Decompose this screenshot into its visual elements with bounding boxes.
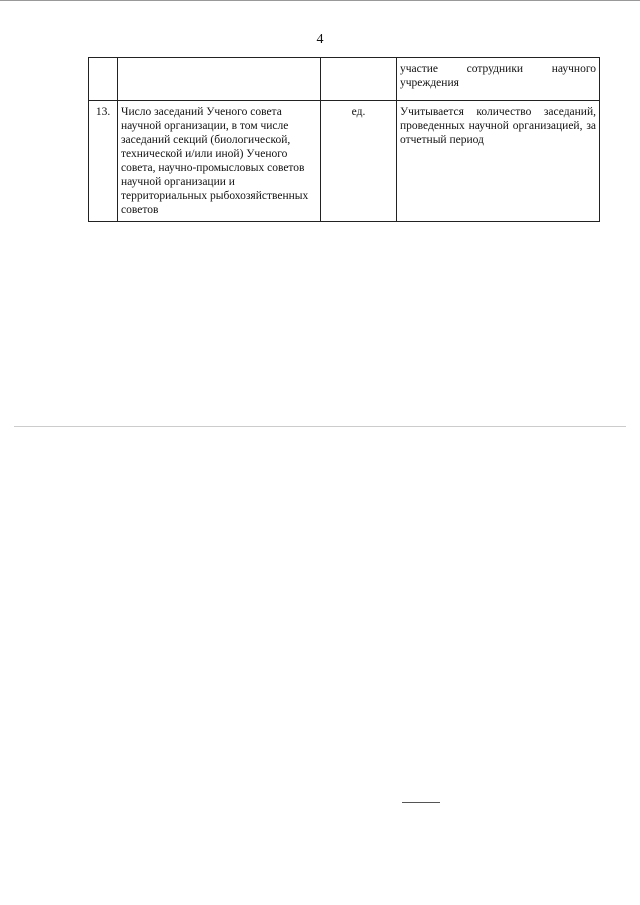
row-number-cell: 13. bbox=[89, 101, 118, 222]
indicator-table bbox=[88, 57, 600, 222]
indicator-name-cell: Число заседаний Ученого совета научной организации, в том числе заседаний секций (биологической, технической и/или иной) Ученого совета, научно-промысловых советов научной организации и территориальных рыбохозяйственных советов bbox=[118, 101, 321, 222]
scan-artifact-line bbox=[0, 0, 640, 1]
indicator-name-cell bbox=[118, 58, 321, 101]
description-cell: участие сотрудники научного учреждения bbox=[397, 58, 600, 101]
scan-artifact-line bbox=[402, 802, 440, 803]
scan-artifact-line bbox=[14, 426, 626, 427]
table-row bbox=[89, 58, 600, 101]
unit-cell bbox=[321, 58, 397, 101]
unit-cell: ед. bbox=[321, 101, 397, 222]
row-number-cell bbox=[89, 58, 118, 101]
page-number: 4 bbox=[316, 32, 324, 47]
description-cell: Учитывается количество заседаний, проведенных научной организацией, за отчетный период bbox=[397, 101, 600, 222]
table-row bbox=[89, 101, 600, 222]
